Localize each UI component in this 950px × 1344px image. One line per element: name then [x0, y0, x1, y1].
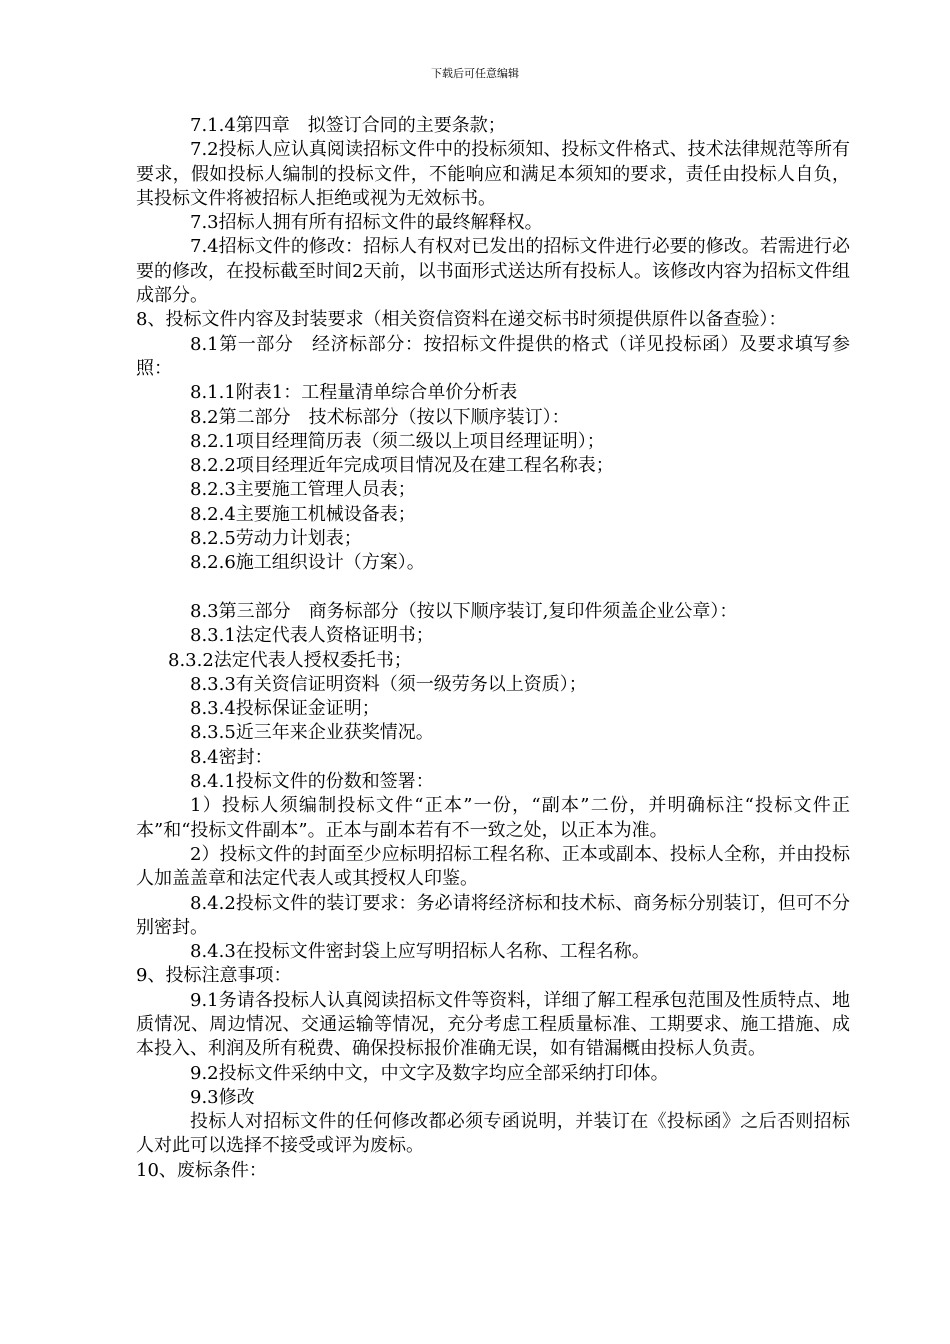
paragraph: 9.1务请各投标人认真阅读招标文件等资料，详细了解工程承包范围及性质特点、地质情况、周边情况、交通运输等情况，充分考虑工程质量标准、工期要求、施工措施、成本投入、利润及所有税费、确保投标报价准确无误，如有错漏概由投标人负责。 — [136, 989, 850, 1060]
paragraph: 8.2.1项目经理简历表（须二级以上项目经理证明）； — [190, 430, 605, 452]
paragraph: 8.4.2投标文件的装订要求：务必请将经济标和技术标、商务标分别装订，但可不分别密封。 — [136, 892, 850, 938]
paragraph: 1）投标人须编制投标文件“正本”一份，“副本”二份，并明确标注“投标文件正本”和“投标文件副本”。正本与副本若有不一致之处，以正本为准。 — [136, 795, 850, 841]
blank-line — [136, 576, 850, 600]
paragraph: 2）投标文件的封面至少应标明招标工程名称、正本或副本、投标人全称，并由投标人加盖盖章和法定代表人或其授权人印鉴。 — [136, 843, 850, 890]
paragraph: 8.1第一部分 经济标部分：按招标文件提供的格式（详见投标函）及要求填写参照： — [136, 333, 850, 379]
paragraph: 9、投标注意事项： — [136, 965, 292, 987]
paragraph: 8.3.1法定代表人资格证明书； — [190, 625, 434, 647]
paragraph: 8.3.2法定代表人授权委托书； — [168, 649, 412, 671]
paragraph: 8.3.3有关资信证明资料（须一级劳务以上资质）； — [190, 673, 587, 695]
document-body — [136, 114, 850, 1183]
paragraph: 8.4.1投标文件的份数和签署： — [190, 771, 434, 793]
paragraph: 8.3.5近三年来企业获奖情况。 — [190, 722, 434, 744]
paragraph: 7.2投标人应认真阅读招标文件中的投标须知、投标文件格式、技术法律规范等所有要求，假如投标人编制的投标文件，不能响应和满足本须知的要求，责任由投标人自负，其投标文件将被招标人拒绝或视为无效标书。 — [136, 139, 850, 209]
paragraph: 7.3招标人拥有所有招标文件的最终解释权。 — [190, 212, 543, 234]
paragraph: 8.2.3主要施工管理人员表； — [190, 479, 416, 501]
paragraph: 投标人对招标文件的任何修改都必须专函说明，并装订在《投标函》之后否则招标人对此可以选择不接受或评为废标。 — [136, 1111, 850, 1157]
paragraph: 8.2.6施工组织设计（方案）。 — [190, 552, 425, 574]
paragraph: 8.2.5劳动力计划表； — [190, 528, 362, 550]
paragraph: 8.4密封： — [190, 746, 273, 768]
paragraph: 8.2第二部分 技术标部分（按以下顺序装订）： — [190, 406, 570, 428]
paragraph: 8.2.4主要施工机械设备表； — [190, 503, 416, 525]
paragraph: 8.4.3在投标文件密封袋上应写明招标人名称、工程名称。 — [190, 941, 650, 963]
paragraph: 10、废标条件： — [136, 1159, 267, 1181]
paragraph: 8.3.4投标保证金证明； — [190, 698, 380, 720]
paragraph: 9.3修改 — [190, 1086, 255, 1108]
paragraph: 8、投标文件内容及封装要求（相关资信资料在递交标书时须提供原件以备查验）： — [136, 309, 787, 331]
page-header: 下载后可任意编辑 — [431, 67, 519, 80]
paragraph: 8.3第三部分 商务标部分（按以下顺序装订,复印件须盖企业公章）： — [190, 600, 738, 622]
paragraph: 8.1.1附表1：工程量清单综合单价分析表 — [190, 382, 518, 404]
paragraph: 7.4招标文件的修改：招标人有权对已发出的招标文件进行必要的修改。若需进行必要的修改，在投标截至时间2天前，以书面形式送达所有投标人。该修改内容为招标文件组成部分。 — [136, 236, 850, 307]
paragraph: 9.2投标文件采纳中文，中文字及数字均应全部采纳打印体。 — [190, 1062, 669, 1084]
paragraph: 8.2.2项目经理近年完成项目情况及在建工程名称表； — [190, 455, 614, 477]
paragraph: 7.1.4第四章 拟签订合同的主要条款； — [190, 115, 506, 136]
